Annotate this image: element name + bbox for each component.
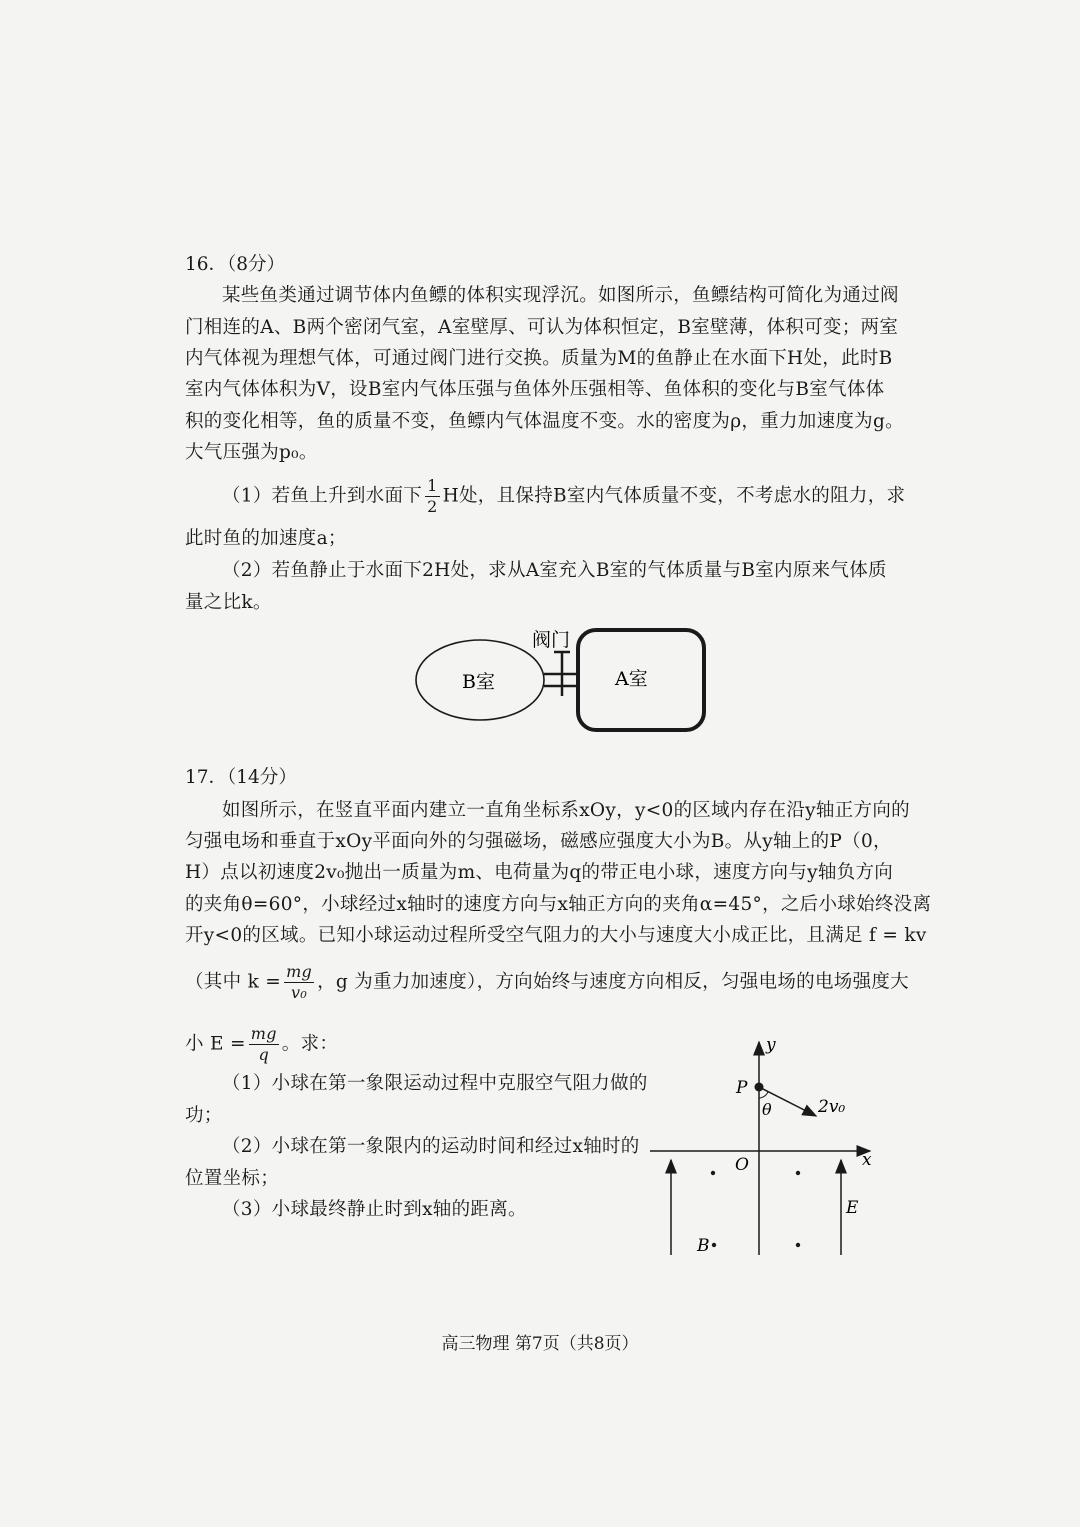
q16-frac-num: 1 — [427, 476, 438, 495]
q16-line-1: 某些鱼类通过调节体内鱼鳔的体积实现浮沉。如图所示，鱼鳔结构可简化为通过阀 — [222, 285, 899, 306]
label-valve: 阀门 — [532, 629, 571, 651]
q17-line-5: 开y<0的区域。已知小球运动过程所受空气阻力的大小与速度大小成正比，且满足 f = kv — [185, 925, 927, 946]
q16-part1-line1 — [222, 476, 937, 517]
q16-part1-before: （1）若鱼上升到水面下 — [222, 485, 423, 507]
q16-part1-line2: 此时鱼的加速度a； — [185, 528, 347, 549]
page-footer: 高三物理 第7页（共8页） — [441, 1334, 639, 1354]
q16-line-6: 大气压强为p₀。 — [185, 442, 318, 463]
q16-part2-line2: 量之比k。 — [185, 592, 272, 613]
label-e: E — [846, 1198, 859, 1218]
q16-figure-swim-bladder — [410, 620, 710, 740]
label-b: B — [697, 1236, 710, 1256]
q16-line-5: 积的变化相等，鱼的质量不变，鱼鳔内气体温度不变。水的密度为ρ，重力加速度为g。 — [185, 411, 904, 432]
b-field-dot — [796, 1171, 800, 1175]
b-field-dot — [712, 1243, 716, 1247]
q17-e-num: mg — [250, 1024, 277, 1043]
q17-figure-coordinates — [640, 1030, 890, 1265]
label-x: x — [862, 1150, 872, 1170]
q16-line-2: 门相连的A、B两个密闭气室，A室壁厚、可认为体积恒定，B室壁薄，体积可变；两室 — [185, 317, 899, 338]
q17-k-after: ，g 为重力加速度），方向始终与速度方向相反，匀强电场的电场强度大 — [317, 971, 909, 993]
q17-header: 17．（14分） — [185, 767, 297, 788]
label-y: y — [766, 1035, 776, 1055]
q17-line-1: 如图所示，在竖直平面内建立一直角坐标系xOy，y<0的区域内存在沿y轴正方向的 — [222, 800, 910, 821]
q17-e-before: 小 E = — [185, 1033, 246, 1055]
q17-k-num: mg — [286, 962, 313, 981]
label-theta: θ — [762, 1100, 772, 1119]
q16-line-4: 室内气体体积为V，设B室内气体压强与鱼体外压强相等、鱼体积的变化与B室气体体 — [185, 379, 885, 400]
q17-e-fraction — [249, 1024, 279, 1065]
q17-part3: （3）小球最终静止时到x轴的距离。 — [222, 1199, 527, 1220]
label-p: P — [736, 1078, 748, 1098]
q17-k-before: （其中 k = — [185, 971, 282, 993]
q17-line-2: 匀强电场和垂直于xOy平面向外的匀强磁场，磁感应强度大小为B。从y轴上的P（0， — [185, 831, 892, 852]
label-b-chamber: B室 — [462, 671, 495, 693]
label-a-chamber: A室 — [615, 668, 648, 690]
q16-header: 16．（8分） — [185, 254, 286, 275]
q17-part2-line1: （2）小球在第一象限内的运动时间和经过x轴时的 — [222, 1136, 640, 1157]
q16-part2-line1: （2）若鱼静止于水面下2H处，求从A室充入B室的气体质量与B室内原来气体质 — [222, 560, 887, 581]
q17-part1-line1: （1）小球在第一象限运动过程中克服空气阻力做的 — [222, 1073, 648, 1094]
q17-part2-line2: 位置坐标； — [185, 1168, 280, 1189]
q17-k-line — [185, 962, 909, 1003]
theta-arc — [759, 1092, 768, 1098]
label-o: O — [735, 1155, 749, 1175]
q16-part1-fraction — [425, 476, 439, 517]
q16-line-3: 内气体视为理想气体，可通过阀门进行交换。质量为M的鱼静止在水面下H处，此时B — [185, 348, 893, 369]
q17-part1-line2: 功； — [185, 1105, 223, 1126]
q17-e-line — [185, 1024, 485, 1065]
q17-e-after: 。求： — [281, 1033, 339, 1055]
b-field-dot — [796, 1243, 800, 1247]
q16-part1-after: H处，且保持B室内气体质量不变，不考虑水的阻力，求 — [442, 485, 906, 507]
q16-frac-den: 2 — [427, 497, 438, 516]
q17-k-fraction — [284, 962, 314, 1003]
q17-line-3: H）点以初速度2v₀抛出一质量为m、电荷量为q的带正电小球，速度方向与y轴负方向 — [185, 862, 894, 883]
label-2v0: 2v₀ — [818, 1097, 846, 1117]
q17-e-den: q — [258, 1045, 270, 1064]
b-field-dot — [711, 1171, 715, 1175]
q17-k-den: v₀ — [291, 983, 308, 1002]
q17-line-4: 的夹角θ=60°，小球经过x轴时的速度方向与x轴正方向的夹角α=45°，之后小球始终没离 — [185, 894, 932, 915]
